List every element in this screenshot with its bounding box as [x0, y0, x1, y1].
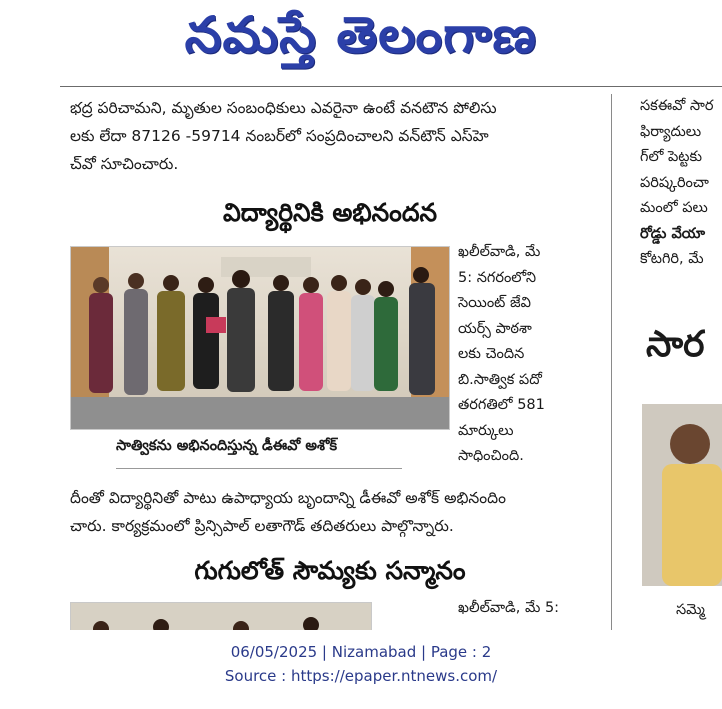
article-2-headline: విద్యార్థినికి అభినందన [222, 198, 438, 227]
side-line-4: యర్స్ పాఠశా [458, 320, 532, 337]
right-column-photo [642, 404, 722, 586]
side-line-7: తరగతిలో 581 [458, 397, 545, 413]
right-line-3: గ్‌లో పెట్టకు [640, 149, 703, 165]
right-column-headline: సార [646, 324, 705, 365]
side-line-3: సెయింట్ జేవి [458, 295, 531, 311]
right-line-6: రోడ్డు వేయా [640, 225, 706, 242]
article-3-side-text [458, 596, 590, 622]
group-photo-image [71, 247, 449, 429]
caption-underline [116, 468, 402, 469]
article-2-text [70, 484, 590, 540]
article-2-line-2: చారు. కార్యక్రమంలో ప్రిన్సిపాల్ లతాగౌడ్ తదితరులు పాల్గొన్నారు. [70, 517, 454, 535]
right-line-5: మంలో పలు [640, 200, 708, 216]
article-3-side-line-1: ఖలీల్‌వాడి, మే 5: [458, 600, 560, 616]
article-3-headline: గుగులోత్ సౌమ్యకు సన్మానం [194, 556, 466, 585]
article-1-line-1: భద్ర పరిచామని, మృతుల సంబంధికులు ఎవరైనా ఉంటే వనటౌన పోలిసు [70, 99, 497, 117]
masthead [0, 0, 722, 82]
right-column-caption: సమ్మె [676, 602, 705, 618]
right-line-7: కోటగిరి, మే [640, 251, 704, 267]
side-line-8: మార్కులు [458, 422, 514, 439]
masthead-divider [60, 86, 722, 87]
article-3-photo [70, 602, 372, 630]
right-line-2: ఫిర్యాదులు [640, 123, 702, 140]
edition-info: 06/05/2025 | Nizamabad | Page : 2 [230, 643, 492, 661]
newspaper-title: నమస్తే తెలంగాణ [184, 5, 538, 64]
article-2-side-text [458, 240, 590, 470]
article-1-line-2: లకు లేదా 87126 -59714 నంబర్‌లో సంప్రదించాలని వన్‌టౌన్ ఎస్‌హె [70, 127, 489, 145]
side-line-5: లకు చెందిన [458, 346, 525, 362]
side-line-9: సాధించింది. [458, 448, 524, 464]
article-2-photo-caption: సాత్వికను అభినందిస్తున్న డీఈవో అశోక్ [116, 438, 338, 454]
article-2-photo [70, 246, 450, 430]
side-line-1: ఖలీల్‌వాడి, మే [458, 244, 541, 260]
column-divider [611, 94, 612, 630]
source-link[interactable]: Source : https://epaper.ntnews.com/ [224, 667, 498, 685]
felicitation-photo-image [71, 603, 371, 630]
article-1-text [70, 94, 590, 178]
article-1-line-3: చ్‌వో సూచించారు. [70, 155, 179, 173]
side-line-6: బి.సాత్విక పదో [458, 371, 542, 388]
article-2-line-1: దీంతో విద్యార్థినితో పాటు ఉపాధ్యాయ బృందాన్ని డీఈవో అశోక్ అభినందిం [70, 489, 506, 507]
person-photo-image [642, 404, 722, 586]
side-line-2: 5: నగరంలోని [458, 269, 537, 286]
right-line-1: సకఈవో సార [640, 98, 714, 114]
source-footer [0, 640, 722, 688]
main-column [70, 94, 590, 630]
right-line-4: పరిష్కరించా [640, 174, 709, 191]
right-column [640, 94, 722, 630]
right-column-text [640, 94, 713, 273]
